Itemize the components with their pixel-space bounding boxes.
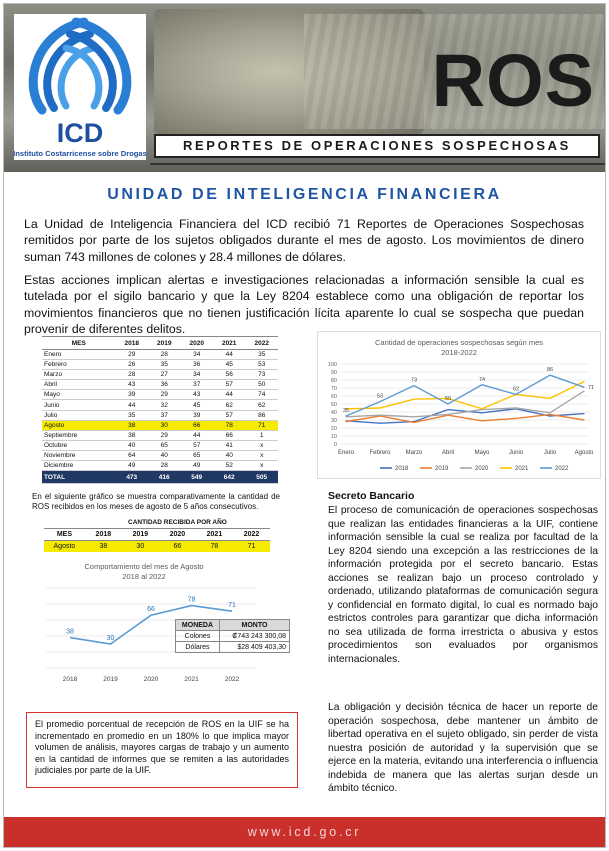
data-point-2019 bbox=[345, 421, 346, 422]
table-cell: 35 bbox=[116, 410, 148, 420]
table-cell: 39 bbox=[116, 390, 148, 400]
table-cell: 49 bbox=[116, 461, 148, 471]
table-cell: 41 bbox=[213, 440, 245, 450]
table-cell: 37 bbox=[180, 380, 212, 390]
table-cell: Octubre bbox=[42, 440, 116, 450]
table-cell: 45 bbox=[180, 400, 212, 410]
footer-bar bbox=[4, 817, 605, 847]
secreto-title: Secreto Bancario bbox=[328, 490, 415, 502]
table-cell: 28 bbox=[116, 370, 148, 380]
table-total-cell: 549 bbox=[180, 471, 212, 484]
table-cell: 29 bbox=[148, 430, 180, 440]
y-tick-label: 50 bbox=[330, 402, 337, 408]
chart2-title: Comportamiento del mes de Agosto bbox=[84, 562, 204, 571]
legend-label: 2019 bbox=[435, 466, 449, 472]
table-row bbox=[42, 390, 278, 400]
legend-label: 2021 bbox=[515, 466, 529, 472]
august-table bbox=[44, 517, 270, 552]
data-label: 38 bbox=[66, 628, 74, 636]
data-point-2022 bbox=[413, 385, 414, 386]
table-cell: 65 bbox=[180, 450, 212, 460]
x-tick-label: Mayo bbox=[474, 450, 490, 456]
document-page bbox=[3, 3, 606, 848]
y-tick-label: 90 bbox=[330, 370, 337, 376]
data-point-2018 bbox=[379, 423, 380, 424]
table-cell: Noviembre bbox=[42, 450, 116, 460]
money-amount-dolares: $28 409 403,30 bbox=[219, 642, 289, 653]
table-cell: 50 bbox=[245, 380, 278, 390]
table-cell: 57 bbox=[213, 380, 245, 390]
data-point-2020 bbox=[583, 391, 584, 392]
table-cell: 34 bbox=[180, 370, 212, 380]
august-table-caption: CANTIDAD RECIBIDA POR AÑO bbox=[85, 517, 270, 529]
table-cell: 56 bbox=[213, 370, 245, 380]
table-cell: 36 bbox=[148, 380, 180, 390]
data-point-2022 bbox=[515, 394, 516, 395]
money-amount-colones: ₡743 243 300,08 bbox=[219, 631, 289, 642]
data-label: 86 bbox=[546, 367, 554, 374]
table-cell: Septiembre bbox=[42, 430, 116, 440]
data-point-2021 bbox=[413, 399, 414, 400]
icd-logo-mark bbox=[14, 14, 146, 160]
table2-header-cell: 2022 bbox=[233, 529, 270, 541]
data-point-2019 bbox=[413, 422, 414, 423]
table-cell: 44 bbox=[180, 430, 212, 440]
table-cell: 73 bbox=[245, 370, 278, 380]
x-tick-label: Marzo bbox=[405, 450, 423, 456]
table1-header-2018: 2018 bbox=[116, 337, 148, 350]
unit-title: UNIDAD DE INTELIGENCIA FINANCIERA bbox=[107, 186, 502, 203]
table-cell: 44 bbox=[213, 390, 245, 400]
data-point-2022 bbox=[481, 384, 482, 385]
data-label: 71 bbox=[587, 385, 595, 392]
header-divider bbox=[150, 163, 605, 165]
chart1-subtitle: 2018-2022 bbox=[441, 348, 477, 357]
chart1-title: Cantidad de operaciones sospechosas según mes bbox=[374, 338, 544, 347]
table1-header-mes: MES bbox=[42, 337, 116, 350]
table-row bbox=[42, 430, 278, 440]
table-cell: 62 bbox=[213, 400, 245, 410]
data-point-2020 bbox=[379, 415, 380, 416]
data-point-2019 bbox=[515, 418, 516, 419]
x-tick-label: 2019 bbox=[103, 676, 118, 683]
data-label: 74 bbox=[478, 376, 486, 383]
table-cell: 64 bbox=[116, 450, 148, 460]
august-caption: En el siguiente gráfico se muestra comparativamente la cantidad de ROS recibidos en los meses de agosto de 5 años consecutivos. bbox=[32, 492, 280, 511]
data-point-2018 bbox=[549, 415, 550, 416]
table-cell: 71 bbox=[245, 420, 278, 430]
table-cell: Abril bbox=[42, 380, 116, 390]
table2-value-cell: Agosto bbox=[44, 541, 85, 553]
data-point-2019 bbox=[481, 420, 482, 421]
table1-header-2022: 2022 bbox=[245, 337, 278, 350]
table-cell: 57 bbox=[213, 410, 245, 420]
data-point-2022 bbox=[549, 375, 550, 376]
data-point-2022 bbox=[583, 387, 584, 388]
money-header-amount: MONTO bbox=[219, 620, 289, 631]
table-row bbox=[42, 450, 278, 460]
table-cell: 28 bbox=[148, 461, 180, 471]
data-point-2019 bbox=[549, 414, 550, 415]
table-cell: x bbox=[245, 450, 278, 460]
x-tick-label: 2018 bbox=[62, 676, 78, 683]
table-cell: 30 bbox=[148, 420, 180, 430]
table-total-cell: 473 bbox=[116, 471, 148, 484]
table-cell: 52 bbox=[213, 461, 245, 471]
table-cell: 40 bbox=[213, 450, 245, 460]
table-cell: 32 bbox=[148, 400, 180, 410]
table-cell: 29 bbox=[116, 350, 148, 360]
table-cell: 43 bbox=[116, 380, 148, 390]
table-cell: 38 bbox=[116, 420, 148, 430]
table-cell: 65 bbox=[148, 440, 180, 450]
money-currency-dolares: Dólares bbox=[176, 642, 220, 653]
x-tick-label: Junio bbox=[508, 450, 524, 456]
table-cell: 36 bbox=[180, 360, 212, 370]
table-total-cell: 642 bbox=[213, 471, 245, 484]
table2-value-cell: 38 bbox=[85, 541, 122, 553]
title-banner bbox=[154, 134, 600, 158]
ros-title: ROS bbox=[431, 39, 595, 122]
data-label: 50 bbox=[444, 396, 452, 402]
table-cell: 28 bbox=[148, 350, 180, 360]
table-row bbox=[42, 370, 278, 380]
table-cell: x bbox=[245, 461, 278, 471]
data-point-2021 bbox=[379, 407, 380, 408]
monthly-table bbox=[42, 336, 278, 481]
table-cell: 86 bbox=[245, 410, 278, 420]
money-currency-colones: Colones bbox=[176, 631, 220, 642]
table-cell: 78 bbox=[213, 420, 245, 430]
data-label: 66 bbox=[147, 606, 155, 614]
data-point-2021 bbox=[481, 408, 482, 409]
data-point-2022 bbox=[447, 403, 448, 404]
table-cell: 43 bbox=[180, 390, 212, 400]
table-cell: 49 bbox=[180, 461, 212, 471]
data-point-2022 bbox=[379, 401, 380, 402]
table-total-cell: 416 bbox=[148, 471, 180, 484]
chart2-subtitle: 2018 al 2022 bbox=[122, 572, 166, 581]
legend-label: 2022 bbox=[555, 466, 569, 472]
table1-header-2020: 2020 bbox=[180, 337, 212, 350]
data-point-2020 bbox=[549, 412, 550, 413]
logo-text: ICD bbox=[56, 118, 104, 148]
y-tick-label: 20 bbox=[330, 426, 337, 432]
data-point-2021 bbox=[549, 398, 550, 399]
x-tick-label: Agosto bbox=[574, 450, 594, 456]
x-tick-label: 2022 bbox=[224, 676, 240, 683]
data-label: 35 bbox=[342, 408, 350, 414]
secreto-paragraph-1: El proceso de comunicación de operaciones sospechosas que realizan las entidades financieras a la UIF, contiene información sensible la cual se realiza por facultad de la Ley 8204 siendo una excepción a las restricciones de la información protegida por el secreto bancario. Estas acciones se realizan bajo un proceso controlado y ordenado, utilizando plataformas de comunicación segura y confidencial en formato digital, lo cual es normado bajo estrictos controles para garantizar que dicha información no sea utilizada de forma irrestricta o abusiva y estos procedimientos son evaluados por organismos internacionales. bbox=[328, 505, 598, 665]
legend-label: 2020 bbox=[475, 466, 489, 472]
table-cell: 27 bbox=[148, 370, 180, 380]
table-total-cell: 505 bbox=[245, 471, 278, 484]
monthly-line-chart bbox=[317, 331, 601, 479]
table-cell: 26 bbox=[116, 360, 148, 370]
data-label: 71 bbox=[228, 602, 236, 610]
table-cell: 45 bbox=[213, 360, 245, 370]
data-label: 73 bbox=[410, 377, 418, 384]
table-cell: Febrero bbox=[42, 360, 116, 370]
table-cell: 34 bbox=[180, 350, 212, 360]
y-tick-label: 30 bbox=[330, 418, 337, 424]
table-cell: Junio bbox=[42, 400, 116, 410]
table-row bbox=[42, 420, 278, 430]
y-tick-label: 0 bbox=[333, 442, 337, 448]
table-cell: 39 bbox=[180, 410, 212, 420]
table-cell: Diciembre bbox=[42, 461, 116, 471]
x-tick-label: Enero bbox=[337, 450, 355, 456]
table-cell: 57 bbox=[180, 440, 212, 450]
table2-header-cell: 2018 bbox=[85, 529, 122, 541]
data-label: 62 bbox=[512, 386, 520, 393]
banner-text: REPORTES DE OPERACIONES SOSPECHOSAS bbox=[183, 138, 571, 153]
data-label: 30 bbox=[106, 635, 115, 642]
table-row bbox=[42, 400, 278, 410]
table-row bbox=[42, 440, 278, 450]
data-label: 53 bbox=[376, 393, 384, 400]
table-cell: 66 bbox=[213, 430, 245, 440]
table2-value-cell: 71 bbox=[233, 541, 270, 553]
table-cell: Marzo bbox=[42, 370, 116, 380]
table2-header-cell: 2019 bbox=[122, 529, 159, 541]
table-cell: 66 bbox=[180, 420, 212, 430]
data-label: 78 bbox=[187, 596, 196, 604]
data-point-2018 bbox=[447, 409, 448, 410]
intro-paragraph: La Unidad de Inteligencia Financiera del ICD recibió 71 Reportes de Operaciones Sospechosas remitidos por parte de los sujetos obligados durante el mes de agosto. Los movimientos de dinero suman 743 millones de colones y 28.4 millones de dólares. bbox=[24, 217, 584, 264]
y-tick-label: 100 bbox=[327, 362, 337, 368]
y-tick-label: 60 bbox=[330, 394, 337, 400]
table-cell: x bbox=[245, 440, 278, 450]
footer-url[interactable]: www.icd.go.cr bbox=[247, 825, 362, 839]
data-point-2018 bbox=[583, 413, 584, 414]
table1-header-2021: 2021 bbox=[213, 337, 245, 350]
icd-logo bbox=[14, 14, 146, 160]
table-row bbox=[42, 461, 278, 471]
x-tick-label: Julio bbox=[543, 450, 557, 456]
table-cell: 40 bbox=[116, 440, 148, 450]
table-total-row bbox=[42, 471, 278, 484]
data-point-2020 bbox=[413, 416, 414, 417]
header-banner bbox=[4, 4, 605, 172]
table-cell: 62 bbox=[245, 400, 278, 410]
secreto-paragraph-2: La obligación y decisión técnica de hacer un reporte de operación sospechosa, debe mantener un ámbito de libertad operativa en el sujeto obligado, sin perder de vista nuestra posición de autoridad y la supervisión que se ejerce en la materia, evitando una interferencia o influencia indebida de manera que las alertas surjan desde un ámbito técnico. bbox=[328, 702, 598, 794]
y-tick-label: 40 bbox=[330, 410, 337, 416]
data-point-2018 bbox=[481, 412, 482, 413]
legend-label: 2018 bbox=[395, 466, 409, 472]
monthly-chart-svg bbox=[318, 332, 600, 478]
table2-value-cell: 78 bbox=[196, 541, 233, 553]
table2-value-cell: 66 bbox=[159, 541, 196, 553]
table2-value-cell: 30 bbox=[122, 541, 159, 553]
table-cell: Enero bbox=[42, 350, 116, 360]
y-tick-label: 10 bbox=[330, 434, 337, 440]
table2-header-cell: 2020 bbox=[159, 529, 196, 541]
x-tick-label: Febrero bbox=[369, 450, 391, 456]
x-tick-label: Abril bbox=[441, 450, 455, 456]
table-row bbox=[42, 410, 278, 420]
x-tick-label: 2020 bbox=[143, 676, 159, 683]
table-cell: 44 bbox=[116, 400, 148, 410]
logo-subtitle: Instituto Costarricense sobre Drogas bbox=[14, 149, 146, 158]
context-paragraph: Estas acciones implican alertas e investigaciones relacionadas a información sensible la cual es tutelada por el sigilo bancario y que la Ley 8204 establece como una obligación de reportar los movimientos financieros que no tienen justificación lícita aparente lo cual se sospecha que puedan provenir de diferentes delitos. bbox=[24, 273, 584, 336]
table-row bbox=[42, 360, 278, 370]
table-cell: 1 bbox=[245, 430, 278, 440]
table-cell: 44 bbox=[213, 350, 245, 360]
y-tick-label: 70 bbox=[330, 386, 337, 392]
average-note-box: El promedio porcentual de recepción de ROS en la UIF se ha incrementado en promedio en un 180% lo que implica mayor volumen de análisis, mayores cargas de trabajo y un aumento en la cantidad de informes que se remiten a las autoridades judiciales por parte de la UIF. bbox=[26, 712, 298, 788]
table-cell: 74 bbox=[245, 390, 278, 400]
table-cell: Julio bbox=[42, 410, 116, 420]
table2-header-cell: MES bbox=[44, 529, 85, 541]
x-tick-label: 2021 bbox=[184, 676, 199, 683]
data-point-2020 bbox=[447, 414, 448, 415]
table-cell: 53 bbox=[245, 360, 278, 370]
data-point-2022 bbox=[345, 415, 346, 416]
table-cell: 35 bbox=[148, 360, 180, 370]
data-point-2020 bbox=[515, 407, 516, 408]
money-table bbox=[175, 619, 290, 653]
table-cell: 29 bbox=[148, 390, 180, 400]
table-cell: Mayo bbox=[42, 390, 116, 400]
table-row bbox=[42, 350, 278, 360]
y-tick-label: 80 bbox=[330, 378, 337, 384]
table-cell: Agosto bbox=[42, 420, 116, 430]
table-cell: 38 bbox=[116, 430, 148, 440]
table-cell: 35 bbox=[245, 350, 278, 360]
data-point-2019 bbox=[583, 419, 584, 420]
data-point-2021 bbox=[583, 381, 584, 382]
table1-header-2019: 2019 bbox=[148, 337, 180, 350]
table-cell: 37 bbox=[148, 410, 180, 420]
table-cell: 40 bbox=[148, 450, 180, 460]
table-row bbox=[42, 380, 278, 390]
money-header-currency: MONEDA bbox=[176, 620, 220, 631]
table-total-cell: TOTAL bbox=[42, 471, 116, 484]
table2-header-cell: 2021 bbox=[196, 529, 233, 541]
